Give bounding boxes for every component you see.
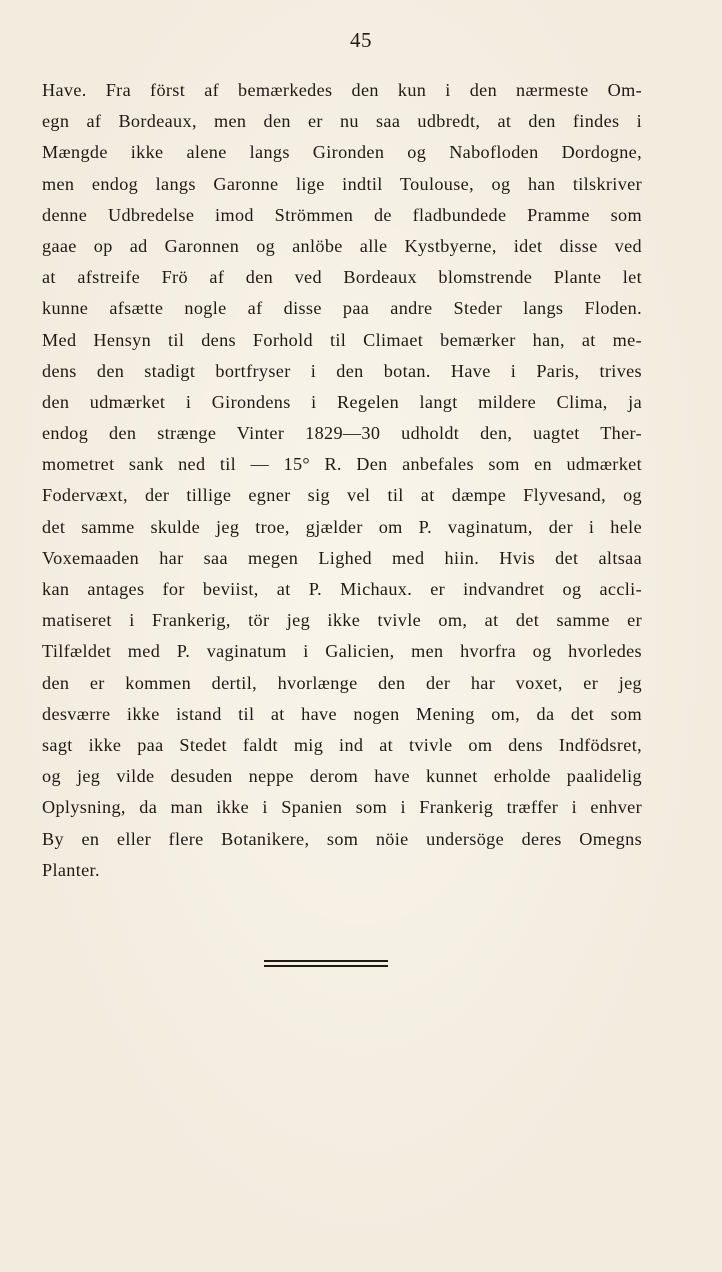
text-line: men endog langs Garonne lige indtil Toulouse, og han tilskriver (42, 173, 642, 194)
text-line: endog den strænge Vinter 1829—30 udholdt den, uagtet Ther- (42, 423, 642, 444)
text-line: Med Hensyn til dens Forhold til Climaet bemærker han, at me- (42, 329, 642, 350)
body-text (42, 75, 642, 886)
text-line: dens den stadigt bortfryser i den botan. Have i Paris, trives (42, 360, 642, 381)
page-number: 45 (350, 28, 372, 52)
text-line: egn af Bordeaux, men den er nu saa udbredt, at den findes i (42, 111, 642, 132)
text-line: By en eller flere Botanikere, som nöie undersöge deres Omegns (42, 828, 642, 849)
text-line: desværre ikke istand til at have nogen Mening om, da det som (42, 703, 642, 724)
text-line: den udmærket i Girondens i Regelen langt mildere Clima, ja (42, 391, 642, 412)
text-line: Oplysning, da man ikke i Spanien som i Frankerig træffer i enhver (42, 797, 642, 818)
text-line: Have. Fra först af bemærkedes den kun i den nærmeste Om- (42, 80, 642, 100)
text-line: denne Udbredelse imod Strömmen de fladbundede Pramme som (42, 204, 642, 225)
text-line: gaae op ad Garonnen og anlöbe alle Kystbyerne, idet disse ved (42, 235, 642, 256)
text-line: mometret sank ned til — 15° R. Den anbefales som en udmærket (42, 454, 642, 475)
text-line: Fodervæxt, der tillige egner sig vel til at dæmpe Flyvesand, og (42, 485, 642, 506)
text-line: kan antages for beviist, at P. Michaux. er indvandret og accli- (42, 579, 642, 599)
section-divider-bottom-rule (264, 965, 388, 967)
text-line: Mængde ikke alene langs Gironden og Nabofloden Dordogne, (42, 142, 642, 163)
text-line: det samme skulde jeg troe, gjælder om P. vaginatum, der i hele (42, 516, 642, 537)
text-line: Voxemaaden har saa megen Lighed med hiin. Hvis det altsaa (42, 547, 642, 568)
text-line: den er kommen dertil, hvorlænge den der har voxet, er jeg (42, 672, 642, 693)
section-divider-top-rule (264, 960, 388, 962)
text-line: kunne afsætte nogle af disse paa andre Steder langs Floden. (42, 298, 642, 319)
text-line: Tilfældet med P. vaginatum i Galicien, men hvorfra og hvorledes (42, 641, 642, 662)
text-line: at afstreife Frö af den ved Bordeaux blomstrende Plante let (42, 267, 642, 288)
text-line: og jeg vilde desuden neppe derom have kunnet erholde paalidelig (42, 766, 642, 787)
text-line-final: Planter. (42, 859, 100, 880)
text-line: matiseret i Frankerig, tör jeg ikke tvivle om, at det samme er (42, 610, 642, 631)
text-line: sagt ikke paa Stedet faldt mig ind at tvivle om dens Indfödsret, (42, 734, 642, 755)
